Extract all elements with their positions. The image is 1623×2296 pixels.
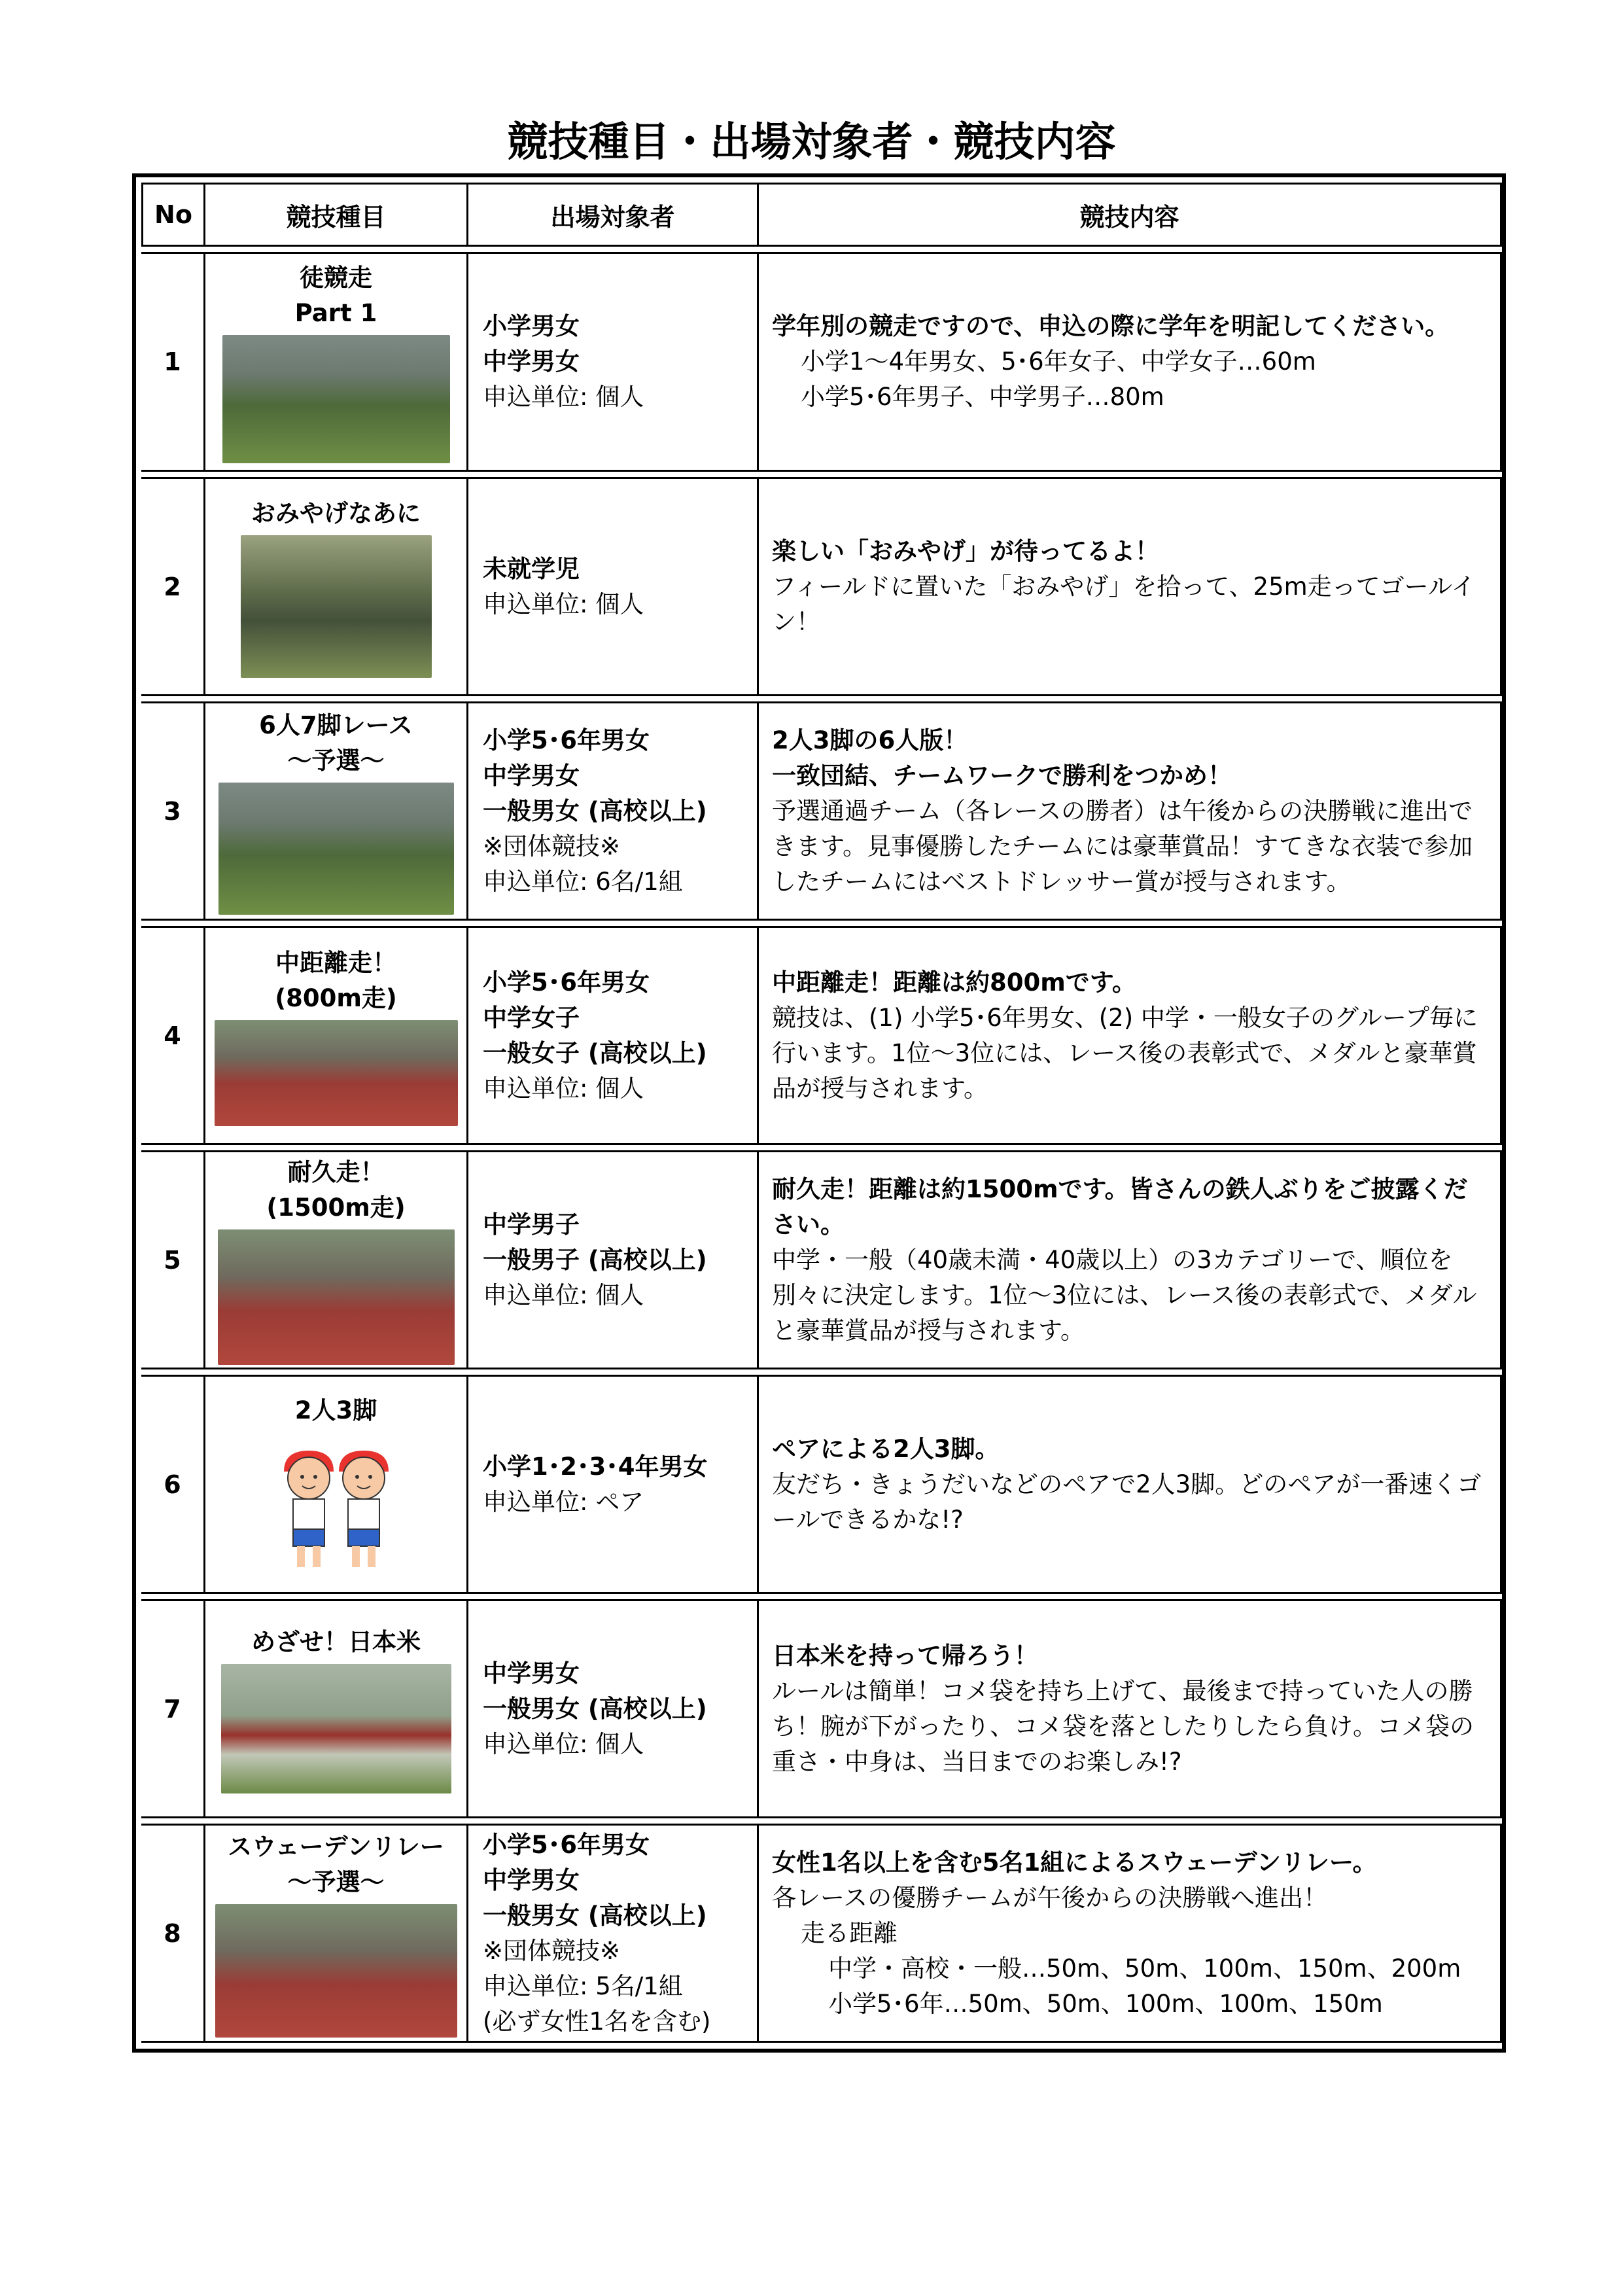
- event-photo: [222, 335, 450, 463]
- target-line: 中学男女: [483, 1659, 580, 1687]
- target-line: ※団体競技※: [483, 832, 621, 860]
- content-line: ルールは簡単！コメ袋を持ち上げて、最後まで持っていた人の勝ち！腕が下がったり、コメ袋を落としたりしたら負け。コメ袋の重さ・中身は、当日までのお楽しみ!?: [772, 1676, 1474, 1776]
- content-cell: [759, 1599, 1502, 1818]
- target-line: 小学5･6年男女: [483, 968, 650, 997]
- row-number: 2: [141, 477, 205, 696]
- target-cell: [468, 1599, 759, 1818]
- target-line: 中学男女: [483, 347, 580, 376]
- target-cell: [468, 926, 759, 1145]
- target-line: 小学5･6年男女: [483, 1830, 650, 1859]
- event-name: 徒競走: [300, 264, 372, 292]
- target-cell: [468, 701, 759, 921]
- event-photo: [221, 1664, 451, 1793]
- content-line: 小学5･6年…50m、50m、100m、100m、150m: [828, 1989, 1383, 2018]
- content-cell: [759, 252, 1502, 472]
- event-name: 6人7脚レース: [259, 711, 413, 739]
- kid-left: [284, 1451, 334, 1567]
- target-cell: [468, 1824, 759, 2043]
- target-line: 小学男女: [483, 312, 580, 340]
- content-cell: [759, 1150, 1502, 1369]
- kid-right: [339, 1451, 389, 1567]
- content-cell: [759, 1824, 1502, 2043]
- target-line: 中学男子: [483, 1210, 580, 1239]
- content-cell: [759, 701, 1502, 921]
- target-line: 申込単位: 個人: [483, 1074, 644, 1103]
- content-line: 小学5･6年男子、中学男子…80m: [801, 383, 1164, 411]
- target-cell: [468, 1150, 759, 1369]
- row-number: 5: [141, 1150, 205, 1369]
- target-line: ※団体競技※: [483, 1936, 621, 1965]
- event-subname: (1500m走): [266, 1193, 406, 1222]
- event-cell: [205, 926, 468, 1145]
- row-number: 1: [141, 252, 205, 472]
- target-line: 申込単位: 個人: [483, 1280, 644, 1309]
- content-line: フィールドに置いた「おみやげ」を拾って、25m走ってゴールイン！: [772, 572, 1476, 636]
- event-subname: (800m走): [275, 983, 397, 1012]
- event-subname: Part 1: [294, 299, 377, 327]
- target-cell: [468, 477, 759, 696]
- target-cell: [468, 252, 759, 472]
- target-line: 一般女子 (高校以上): [483, 1038, 707, 1067]
- content-line: 予選通過チーム（各レースの勝者）は午後からの決勝戦に進出できます。見事優勝したチームには豪華賞品！すてきな衣装で参加したチームにはベストドレッサー賞が授与されます。: [772, 796, 1473, 896]
- content-line: 小学1～4年男女、5･6年女子、中学女子…60m: [801, 347, 1316, 376]
- event-photo: [215, 1904, 457, 2038]
- content-line: 中学・一般（40歳未満・40歳以上）の3カテゴリーで、順位を別々に決定します。1位～3位には、レース後の表彰式で、メダルと豪華賞品が授与されます。: [772, 1245, 1477, 1345]
- event-cell: [205, 252, 468, 472]
- kids-illustration: [271, 1432, 402, 1576]
- target-line: 申込単位: 個人: [483, 383, 644, 411]
- event-cell: [205, 1599, 468, 1818]
- target-line: 申込単位: ペア: [483, 1487, 644, 1516]
- event-subname: ～予選～: [287, 746, 385, 775]
- target-line: 中学男女: [483, 761, 580, 790]
- target-line: 小学1･2･3･4年男女: [483, 1452, 708, 1481]
- header-event: 競技種目: [205, 183, 468, 247]
- target-line: 申込単位: 個人: [483, 590, 644, 618]
- content-line: 各レースの優勝チームが午後からの決勝戦へ進出！: [772, 1883, 1328, 1912]
- event-name: おみやげなあに: [251, 499, 421, 527]
- event-cell: [205, 1375, 468, 1594]
- target-line: 中学女子: [483, 1003, 580, 1032]
- event-name: 中距離走！: [275, 948, 396, 977]
- event-photo: [215, 1020, 458, 1126]
- content-line: 楽しい「おみやげ」が待ってるよ！: [772, 537, 1159, 565]
- event-name: 耐久走！: [287, 1158, 385, 1186]
- content-line: 競技は、(1) 小学5･6年男女、(2) 中学・一般女子のグループ毎に行います。1位～3位には、レース後の表彰式で、メダルと豪華賞品が授与されます。: [772, 1003, 1478, 1103]
- row-number: 3: [141, 701, 205, 921]
- content-line: 一致団結、チームワークで勝利をつかめ！: [772, 761, 1232, 790]
- target-line: (必ず女性1名を含む): [483, 2007, 711, 2036]
- content-line: 日本米を持って帰ろう！: [772, 1641, 1038, 1670]
- content-cell: [759, 926, 1502, 1145]
- target-line: 一般男女 (高校以上): [483, 796, 707, 825]
- content-line: ペアによる2人3脚。: [772, 1434, 1000, 1463]
- target-line: 一般男子 (高校以上): [483, 1245, 707, 1274]
- target-line: 申込単位: 個人: [483, 1729, 644, 1758]
- event-name: 2人3脚: [294, 1396, 377, 1424]
- header-content: 競技内容: [759, 183, 1502, 247]
- content-line: 中距離走！距離は約800mです。: [772, 968, 1136, 997]
- row-number: 8: [141, 1824, 205, 2043]
- event-photo: [241, 535, 432, 678]
- content-line: 中学・高校・一般…50m、50m、100m、150m、200m: [828, 1954, 1461, 1983]
- content-line: 2人3脚の6人版！: [772, 726, 968, 754]
- event-photo: [218, 783, 454, 915]
- content-line: 学年別の競走ですので、申込の際に学年を明記してください。: [772, 312, 1450, 340]
- content-line: 耐久走！距離は約1500mです。皆さんの鉄人ぶりをご披露ください。: [772, 1174, 1468, 1239]
- event-photo: [218, 1229, 455, 1365]
- event-cell: [205, 1150, 468, 1369]
- target-line: 小学5･6年男女: [483, 726, 650, 754]
- event-name: めざせ！日本米: [251, 1627, 421, 1656]
- content-line: 女性1名以上を含む5名1組によるスウェーデンリレー。: [772, 1848, 1377, 1877]
- row-number: 7: [141, 1599, 205, 1818]
- target-line: 中学男女: [483, 1865, 580, 1894]
- event-cell: [205, 701, 468, 921]
- row-number: 4: [141, 926, 205, 1145]
- target-line: 一般男女 (高校以上): [483, 1694, 707, 1723]
- content-line: 友だち・きょうだいなどのペアで2人3脚。どのペアが一番速くゴールできるかな!?: [772, 1470, 1482, 1534]
- content-cell: [759, 477, 1502, 696]
- content-line: 走る距離: [801, 1918, 898, 1947]
- target-line: 申込単位: 6名/1組: [483, 867, 683, 896]
- target-line: 未就学児: [483, 554, 580, 583]
- events-table: [132, 173, 1506, 2053]
- event-cell: [205, 1824, 468, 2043]
- event-cell: [205, 477, 468, 696]
- event-name: スウェーデンリレー: [228, 1832, 444, 1861]
- target-line: 申込単位: 5名/1組: [483, 1971, 683, 2000]
- header-no: No: [141, 183, 205, 247]
- target-cell: [468, 1375, 759, 1594]
- header-target: 出場対象者: [468, 183, 759, 247]
- target-line: 一般男女 (高校以上): [483, 1901, 707, 1930]
- content-cell: [759, 1375, 1502, 1594]
- page-title: 競技種目・出場対象者・競技内容: [507, 118, 1116, 166]
- event-subname: ～予選～: [287, 1867, 385, 1896]
- row-number: 6: [141, 1375, 205, 1594]
